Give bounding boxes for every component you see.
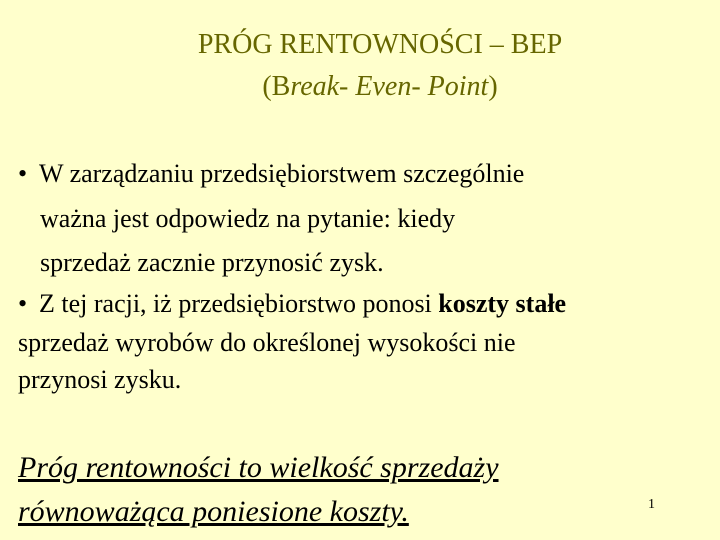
bullet-2-line-2: sprzedaż wyrobów do określonej wysokości nie xyxy=(18,328,516,357)
slide-title: PRÓG RENTOWNOŚCI – BEP xyxy=(197,29,563,60)
bullet-2-line-3: przynosi zysku. xyxy=(18,365,182,394)
conclusion-line-2: równoważąca poniesione koszty. xyxy=(18,495,409,528)
bullet-1-line-2: ważna jest odpowiedz na pytanie: kiedy xyxy=(40,204,456,233)
subtitle-letter-b: B xyxy=(271,71,291,102)
subtitle-open-paren: ( xyxy=(262,71,272,102)
bullet-1-line-1 xyxy=(18,156,524,192)
page-number: 1 xyxy=(648,497,655,512)
bullet-marker: • xyxy=(18,289,28,318)
bullet-1-line-3: sprzedaż zacznie przynosić zysk. xyxy=(40,248,384,277)
bullet-2-text: Z tej racji, iż przedsiębiorstwo ponosi xyxy=(39,289,439,318)
subtitle-close-paren: ) xyxy=(488,71,498,102)
bullet-marker: • xyxy=(18,159,28,188)
bullet-2-bold-term: koszty stałe xyxy=(438,289,567,318)
bullet-2-line-1 xyxy=(18,286,566,322)
bullet-1-text: W zarządzaniu przedsiębiorstwem szczególnie xyxy=(39,159,525,188)
subtitle-text: reak- Even- Point xyxy=(290,71,489,102)
slide-subtitle xyxy=(0,70,720,104)
conclusion-line-1: Próg rentowności to wielkość sprzedaży xyxy=(18,451,499,484)
